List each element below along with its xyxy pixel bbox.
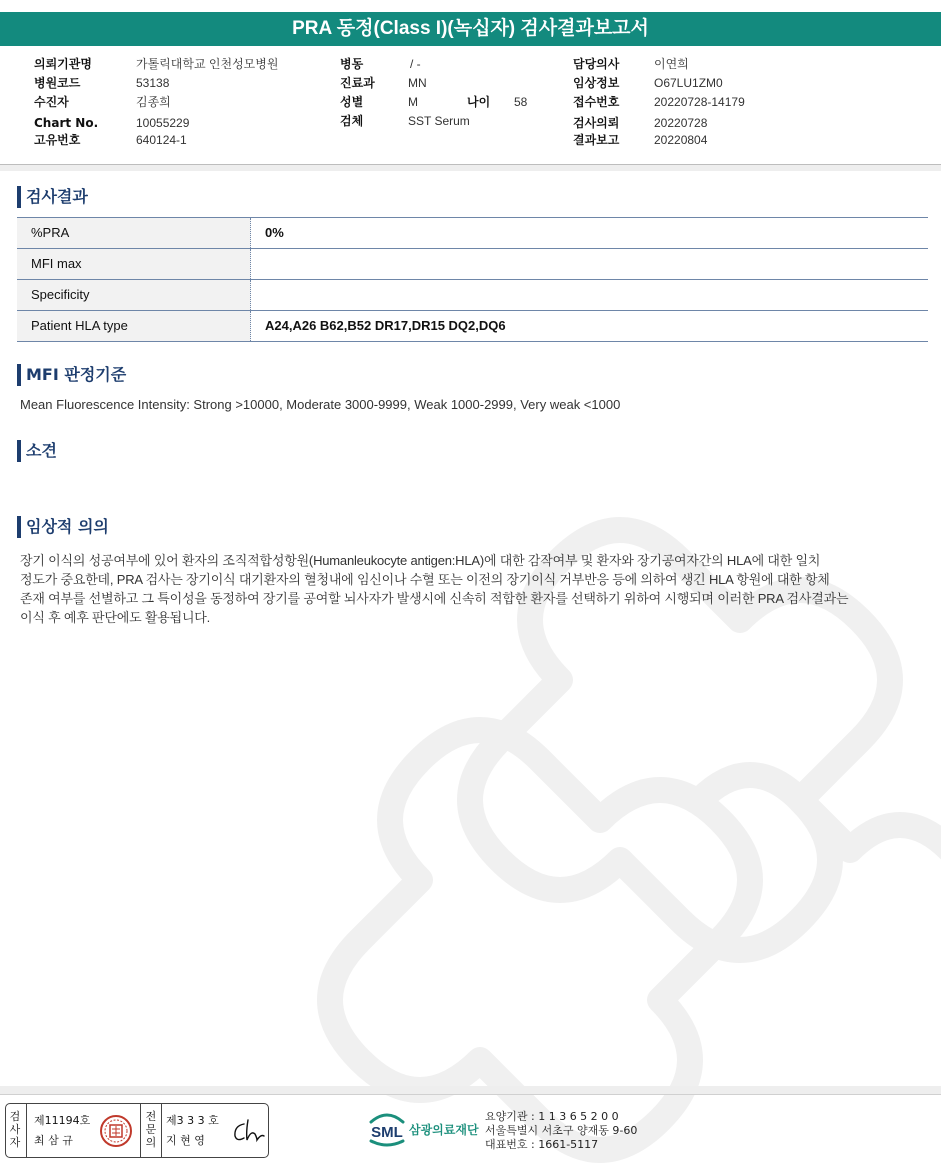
value-chart-no: 10055229 [136,116,190,130]
specialist-label-char: 문 [145,1123,157,1136]
label-patient-name: 수진자 [34,95,69,109]
inspector-label-char: 사 [9,1123,21,1136]
table-row [17,218,928,249]
info-band [0,165,941,171]
sign-divider [140,1104,141,1157]
label-clinical-info: 임상정보 [573,76,620,90]
clinical-line: 정도가 중요한데, PRA 검사는 장기이식 대기환자의 혈청내에 임신이나 수혈 또는 이전의 장기이식 거부반응 등에 의하여 생긴 HLA 항원에 대한 항체 [20,572,830,587]
value-report-date: 20220804 [654,133,708,147]
inspector-label-char: 검 [9,1110,21,1123]
section-clinical-title: 임상적 의의 [26,517,109,536]
clinical-line: 장기 이식의 성공여부에 있어 환자의 조직적합성항원(Humanleukocyte antigen:HLA)에 대한 감작여부 및 환자와 장기공여자간의 HLA에 대한 일치 [20,553,821,568]
inspector-label-char: 자 [9,1136,21,1149]
table-row [17,249,928,280]
value-patient-name: 김종희 [136,95,171,109]
label-department: 진료과 [340,76,375,90]
section-marker [17,516,21,538]
sml-logo-icon [365,1108,409,1148]
row-label-specificity: Specificity [17,280,251,310]
row-value-pra: 0% [265,225,284,240]
row-value-hla-type: A24,A26 B62,B52 DR17,DR15 DQ2,DQ6 [265,318,506,333]
label-unique-id: 고유번호 [34,133,81,147]
label-ward: 병동 [340,57,364,71]
clinical-line: 존재 여부를 선별하고 그 특이성을 동정하여 장기를 공여할 뇌사자가 발생시에 신속히 적합한 환자를 선택하기 위하여 시행되며 이러한 PRA 검사결과는 [20,591,849,606]
section-mfi-title: MFI 판정기준 [26,365,127,384]
org-address: 서울특별시 서초구 양재동 9-60 [485,1124,638,1137]
value-hospital-code: 53138 [136,76,170,90]
specialist-signature-icon [230,1116,268,1146]
results-table [17,217,928,342]
sign-divider [161,1104,162,1157]
section-marker [17,440,21,462]
label-age: 나이 [467,95,491,109]
mfi-criteria-text: Mean Fluorescence Intensity: Strong >10000, Moderate 3000-9999, Weak 1000-2999, Very weak <1000 [20,397,621,412]
org-care-code: 요양기관 : 1 1 3 6 5 2 0 0 [485,1110,619,1123]
value-sex: M [408,95,418,109]
value-specimen: SST Serum [408,114,470,128]
organization-name: 삼광의료재단 [409,1123,479,1137]
value-department: MN [408,76,427,90]
clinical-significance-text [20,551,920,627]
patient-info [0,52,941,162]
label-requesting-institution: 의뢰기관명 [34,57,92,71]
signature-box [5,1103,269,1158]
footer-band [0,1086,941,1094]
section-marker [17,364,21,386]
footer-divider [0,1094,941,1095]
value-physician: 이연희 [654,57,689,71]
specialist-name: 지 현 영 [166,1134,205,1147]
value-receipt-no: 20220728-14179 [654,95,745,109]
sign-divider [26,1104,27,1157]
value-clinical-info: O67LU1ZM0 [654,76,723,90]
label-chart-no: Chart No. [34,116,99,130]
inspector-name: 최 삼 규 [34,1134,73,1147]
row-value-specificity [252,280,928,310]
value-request-date: 20220728 [654,116,708,130]
row-value-mfi-max [252,249,928,279]
specialist-label [144,1110,158,1149]
label-physician: 담당의사 [573,57,620,71]
value-unique-id: 640124-1 [136,133,187,147]
value-ward: / - [410,57,421,71]
report-title: PRA 동정(Class I)(녹십자) 검사결과보고서 [0,12,941,46]
label-request-date: 검사의뢰 [573,116,620,130]
section-marker [17,186,21,208]
inspector-label [8,1110,22,1149]
label-receipt-no: 접수번호 [573,95,620,109]
specialist-label-char: 의 [145,1136,157,1149]
row-label-mfi-max: MFI max [17,249,251,279]
table-row [17,311,928,342]
sml-logo-text: SML [371,1124,403,1141]
organization-info [485,1110,637,1152]
specialist-label-char: 전 [145,1110,157,1123]
org-phone: 대표번호 : 1661-5117 [485,1138,599,1151]
label-sex: 성별 [340,95,364,109]
table-row [17,280,928,311]
clinical-line: 이식 후 예후 판단에도 활용됩니다. [20,610,211,625]
row-label-pra: %PRA [17,218,251,248]
label-specimen: 검체 [340,114,364,128]
inspector-seal-icon [99,1114,133,1148]
section-results-title: 검사결과 [26,187,88,206]
label-hospital-code: 병원코드 [34,76,81,90]
row-label-hla-type: Patient HLA type [17,311,251,341]
value-age: 58 [514,95,528,109]
value-requesting-institution: 가톨릭대학교 인천성모병원 [136,57,279,71]
label-report-date: 결과보고 [573,133,620,147]
section-opinion-title: 소견 [26,441,57,460]
inspector-license-no: 제11194호 [34,1114,91,1127]
specialist-license-no: 제3 3 3 호 [166,1114,219,1127]
